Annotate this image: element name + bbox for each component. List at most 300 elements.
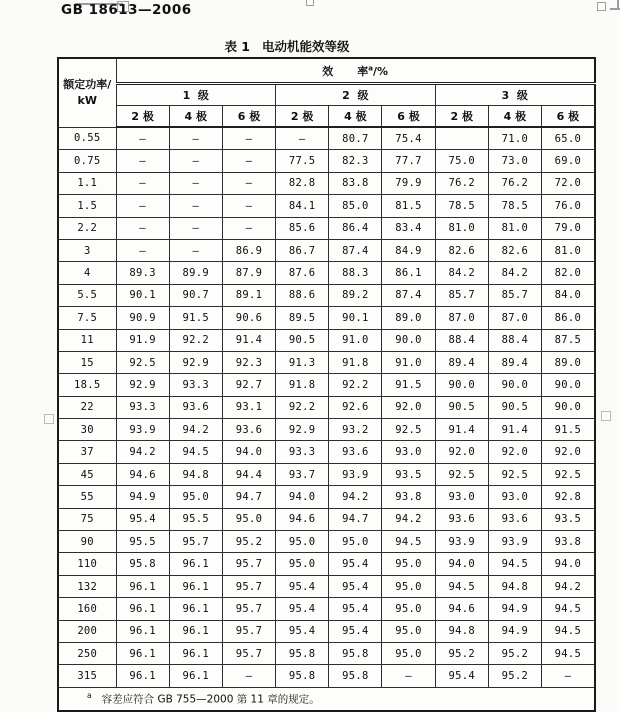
efficiency-footnote-marker: a	[368, 63, 373, 72]
efficiency-cell: 87.0	[435, 307, 488, 329]
efficiency-cell: 95.0	[382, 642, 435, 664]
efficiency-cell: 95.8	[116, 553, 169, 575]
efficiency-cell: 96.1	[169, 665, 222, 687]
efficiency-cell: 88.4	[488, 329, 541, 351]
efficiency-cell: 84.9	[382, 239, 435, 261]
efficiency-cell: 91.5	[382, 374, 435, 396]
footnote-marker: a	[87, 691, 92, 701]
efficiency-cell: 92.0	[488, 441, 541, 463]
efficiency-cell: 91.4	[488, 419, 541, 441]
table-row	[58, 620, 595, 642]
efficiency-cell: 93.6	[488, 508, 541, 530]
efficiency-cell: 93.1	[222, 396, 275, 418]
efficiency-cell: 95.4	[329, 620, 382, 642]
efficiency-cell: 92.0	[542, 441, 595, 463]
efficiency-cell: 92.3	[222, 351, 275, 373]
efficiency-cell: 90.5	[488, 396, 541, 418]
efficiency-cell: 89.1	[222, 284, 275, 306]
grade-2-header: 2 级	[276, 84, 436, 106]
efficiency-cell: 91.9	[116, 329, 169, 351]
table-row	[58, 262, 595, 284]
power-header-line1: 额定功率/	[63, 77, 112, 91]
efficiency-cell: 85.7	[435, 284, 488, 306]
efficiency-cell: 86.4	[329, 217, 382, 239]
efficiency-cell: 92.6	[329, 396, 382, 418]
efficiency-cell: 89.3	[116, 262, 169, 284]
efficiency-cell: 84.1	[276, 195, 329, 217]
efficiency-cell: —	[169, 150, 222, 172]
efficiency-cell: 81.0	[542, 239, 595, 261]
efficiency-cell: 92.5	[382, 419, 435, 441]
table-row	[58, 508, 595, 530]
registration-mark-right	[601, 411, 611, 421]
efficiency-cell: 93.6	[329, 441, 382, 463]
table-row	[58, 217, 595, 239]
table-row	[58, 531, 595, 553]
grade-3-header: 3 级	[435, 84, 595, 106]
efficiency-cell: 89.5	[276, 307, 329, 329]
efficiency-cell: 84.0	[542, 284, 595, 306]
efficiency-cell: 79.0	[542, 217, 595, 239]
efficiency-cell: 91.0	[382, 351, 435, 373]
efficiency-cell: 92.2	[329, 374, 382, 396]
efficiency-cell: 86.7	[276, 239, 329, 261]
table-title	[57, 37, 517, 55]
table-row	[58, 307, 595, 329]
efficiency-cell: 94.0	[435, 553, 488, 575]
efficiency-cell: 94.7	[329, 508, 382, 530]
efficiency-cell: 95.0	[382, 575, 435, 597]
efficiency-cell: 86.9	[222, 239, 275, 261]
efficiency-cell: 94.2	[169, 419, 222, 441]
efficiency-cell: 95.0	[382, 598, 435, 620]
power-cell: 11	[58, 329, 116, 351]
efficiency-cell: 65.0	[542, 127, 595, 150]
power-cell: 22	[58, 396, 116, 418]
table-row	[58, 284, 595, 306]
efficiency-cell: —	[222, 195, 275, 217]
table-row	[58, 463, 595, 485]
efficiency-cell: 87.0	[488, 307, 541, 329]
efficiency-cell: 95.5	[116, 531, 169, 553]
table-row	[58, 486, 595, 508]
efficiency-cell: 76.2	[435, 172, 488, 194]
efficiency-cell: 92.2	[276, 396, 329, 418]
power-cell: 75	[58, 508, 116, 530]
efficiency-cell: 91.4	[435, 419, 488, 441]
efficiency-cell: 95.5	[169, 508, 222, 530]
power-header-line2: kW	[77, 93, 97, 107]
efficiency-cell: —	[116, 150, 169, 172]
efficiency-cell: 93.6	[169, 396, 222, 418]
efficiency-cell: 91.5	[542, 419, 595, 441]
pole-header: 6 极	[382, 106, 435, 128]
efficiency-cell: 94.2	[329, 486, 382, 508]
efficiency-cell: 95.4	[435, 665, 488, 687]
efficiency-cell: 91.3	[276, 351, 329, 373]
table-row	[58, 665, 595, 687]
efficiency-cell: 94.2	[542, 575, 595, 597]
efficiency-cell: 95.7	[222, 620, 275, 642]
power-cell: 90	[58, 531, 116, 553]
efficiency-cell: 94.9	[116, 486, 169, 508]
efficiency-cell: 95.4	[116, 508, 169, 530]
efficiency-cell: —	[169, 195, 222, 217]
efficiency-cell: —	[542, 665, 595, 687]
power-cell: 4	[58, 262, 116, 284]
efficiency-cell: 94.5	[169, 441, 222, 463]
efficiency-cell: 95.2	[488, 665, 541, 687]
efficiency-cell: 95.2	[488, 642, 541, 664]
efficiency-cell: 94.8	[435, 620, 488, 642]
efficiency-cell: 91.8	[276, 374, 329, 396]
table-row	[58, 374, 595, 396]
efficiency-cell: —	[116, 217, 169, 239]
power-cell: 5.5	[58, 284, 116, 306]
power-cell: 37	[58, 441, 116, 463]
efficiency-cell: —	[222, 217, 275, 239]
efficiency-cell: 96.1	[116, 620, 169, 642]
registration-mark-left	[44, 414, 54, 424]
efficiency-cell: 94.2	[116, 441, 169, 463]
efficiency-cell: 94.9	[488, 620, 541, 642]
table-row	[58, 642, 595, 664]
pole-header: 2 极	[116, 106, 169, 128]
efficiency-cell: 77.5	[276, 150, 329, 172]
efficiency-cell: 95.7	[222, 642, 275, 664]
efficiency-cell: 76.0	[542, 195, 595, 217]
efficiency-cell: 92.8	[542, 486, 595, 508]
efficiency-cell: 91.0	[329, 329, 382, 351]
efficiency-cell: 86.0	[542, 307, 595, 329]
efficiency-cell: 92.9	[116, 374, 169, 396]
table-row	[58, 351, 595, 373]
efficiency-cell: 89.2	[329, 284, 382, 306]
efficiency-cell: —	[169, 217, 222, 239]
efficiency-cell: 90.0	[542, 396, 595, 418]
efficiency-cell: 75.4	[382, 127, 435, 150]
efficiency-cell: 85.0	[329, 195, 382, 217]
efficiency-cell: 94.6	[276, 508, 329, 530]
power-cell: 30	[58, 419, 116, 441]
efficiency-header-left: 效	[322, 64, 334, 78]
efficiency-cell: —	[222, 665, 275, 687]
efficiency-cell: —	[116, 172, 169, 194]
efficiency-cell: 76.2	[488, 172, 541, 194]
table-caption-label: 表 1	[224, 39, 251, 54]
efficiency-cell: 94.5	[542, 620, 595, 642]
efficiency-cell: 82.6	[435, 239, 488, 261]
power-cell: 18.5	[58, 374, 116, 396]
efficiency-cell: 96.1	[116, 598, 169, 620]
efficiency-cell: 91.5	[169, 307, 222, 329]
efficiency-cell: 87.4	[329, 239, 382, 261]
efficiency-cell: 91.8	[329, 351, 382, 373]
efficiency-cell: 90.0	[382, 329, 435, 351]
power-cell: 15	[58, 351, 116, 373]
efficiency-cell: 95.7	[222, 553, 275, 575]
efficiency-cell: 94.9	[488, 598, 541, 620]
efficiency-cell: 93.0	[488, 486, 541, 508]
efficiency-cell: 95.0	[276, 553, 329, 575]
efficiency-cell: 93.6	[222, 419, 275, 441]
power-column-header	[58, 58, 116, 127]
efficiency-cell: 95.4	[276, 575, 329, 597]
efficiency-cell: 93.7	[276, 463, 329, 485]
table-row	[58, 172, 595, 194]
efficiency-cell: 94.6	[435, 598, 488, 620]
efficiency-cell: 96.1	[116, 575, 169, 597]
table-row	[58, 239, 595, 261]
efficiency-cell: 93.3	[116, 396, 169, 418]
efficiency-cell: 77.7	[382, 150, 435, 172]
efficiency-cell: 90.5	[276, 329, 329, 351]
efficiency-cell: —	[169, 239, 222, 261]
efficiency-cell: 90.9	[116, 307, 169, 329]
efficiency-cell: 85.6	[276, 217, 329, 239]
pole-header: 4 极	[488, 106, 541, 128]
efficiency-cell: 92.0	[435, 441, 488, 463]
efficiency-cell: 96.1	[169, 575, 222, 597]
efficiency-cell: 96.1	[169, 598, 222, 620]
efficiency-cell: —	[116, 239, 169, 261]
efficiency-cell: 93.9	[488, 531, 541, 553]
efficiency-cell: —	[169, 172, 222, 194]
efficiency-cell: —	[276, 127, 329, 150]
efficiency-cell: 90.1	[329, 307, 382, 329]
efficiency-cell: 82.6	[488, 239, 541, 261]
efficiency-table	[57, 57, 596, 712]
pole-header: 6 极	[542, 106, 595, 128]
pole-header: 2 极	[276, 106, 329, 128]
efficiency-cell: 96.1	[169, 642, 222, 664]
efficiency-cell: 94.0	[542, 553, 595, 575]
efficiency-cell: 95.2	[222, 531, 275, 553]
efficiency-cell: 87.9	[222, 262, 275, 284]
efficiency-cell: 93.9	[116, 419, 169, 441]
efficiency-cell: 95.4	[329, 553, 382, 575]
efficiency-cell: 71.0	[488, 127, 541, 150]
efficiency-cell: 88.3	[329, 262, 382, 284]
table-row	[58, 329, 595, 351]
efficiency-cell: 92.9	[276, 419, 329, 441]
efficiency-cell: 82.3	[329, 150, 382, 172]
efficiency-cell: 83.8	[329, 172, 382, 194]
pole-header: 2 极	[435, 106, 488, 128]
efficiency-cell: 92.5	[542, 463, 595, 485]
efficiency-cell: 94.4	[222, 463, 275, 485]
efficiency-cell: —	[116, 195, 169, 217]
efficiency-cell: 90.7	[169, 284, 222, 306]
efficiency-cell	[435, 127, 488, 150]
crop-mark-top-center-box	[306, 0, 314, 6]
power-cell: 0.75	[58, 150, 116, 172]
efficiency-cell: 94.5	[382, 531, 435, 553]
standard-number: GB 18613—2006	[61, 2, 192, 18]
efficiency-cell: 95.8	[276, 642, 329, 664]
table-row	[58, 396, 595, 418]
table-row	[58, 195, 595, 217]
efficiency-cell: 94.8	[169, 463, 222, 485]
pole-header: 4 极	[329, 106, 382, 128]
efficiency-cell: 81.0	[488, 217, 541, 239]
efficiency-cell: 94.5	[435, 575, 488, 597]
efficiency-cell: —	[222, 150, 275, 172]
pole-header: 6 极	[222, 106, 275, 128]
power-cell: 3	[58, 239, 116, 261]
power-cell: 55	[58, 486, 116, 508]
efficiency-cell: 95.4	[276, 620, 329, 642]
efficiency-cell: 95.0	[169, 486, 222, 508]
efficiency-cell: 90.5	[435, 396, 488, 418]
efficiency-cell: 94.0	[222, 441, 275, 463]
efficiency-cell: 93.9	[329, 463, 382, 485]
power-cell: 132	[58, 575, 116, 597]
efficiency-cell: 92.0	[382, 396, 435, 418]
efficiency-cell: 93.5	[382, 463, 435, 485]
power-cell: 200	[58, 620, 116, 642]
efficiency-cell: 69.0	[542, 150, 595, 172]
efficiency-cell: 94.8	[488, 575, 541, 597]
efficiency-cell: 83.4	[382, 217, 435, 239]
table-caption-text: 电动机能效等级	[262, 39, 350, 54]
efficiency-cell: 93.8	[542, 531, 595, 553]
efficiency-cell: 84.2	[488, 262, 541, 284]
efficiency-cell: 87.4	[382, 284, 435, 306]
efficiency-cell: 93.9	[435, 531, 488, 553]
efficiency-cell: 89.9	[169, 262, 222, 284]
power-cell: 2.2	[58, 217, 116, 239]
efficiency-cell: 92.9	[169, 351, 222, 373]
efficiency-cell: 93.3	[169, 374, 222, 396]
efficiency-cell: —	[222, 172, 275, 194]
efficiency-cell: 93.2	[329, 419, 382, 441]
efficiency-header	[116, 58, 595, 84]
efficiency-cell: 94.7	[222, 486, 275, 508]
efficiency-cell: 94.6	[116, 463, 169, 485]
efficiency-cell: 86.1	[382, 262, 435, 284]
efficiency-cell: 89.0	[382, 307, 435, 329]
power-cell: 45	[58, 463, 116, 485]
power-cell: 110	[58, 553, 116, 575]
crop-mark-top-right-box	[597, 2, 606, 11]
efficiency-cell: 81.0	[435, 217, 488, 239]
efficiency-cell: 90.0	[542, 374, 595, 396]
efficiency-cell: 93.8	[382, 486, 435, 508]
power-cell: 1.1	[58, 172, 116, 194]
efficiency-cell: 95.4	[276, 598, 329, 620]
table-row	[58, 553, 595, 575]
table-row	[58, 127, 595, 150]
efficiency-cell: 95.0	[222, 508, 275, 530]
efficiency-cell: 92.5	[116, 351, 169, 373]
efficiency-cell: 87.6	[276, 262, 329, 284]
power-cell: 315	[58, 665, 116, 687]
efficiency-cell: 89.4	[435, 351, 488, 373]
efficiency-cell: 94.0	[276, 486, 329, 508]
table-footnote	[58, 687, 595, 711]
efficiency-cell: 84.2	[435, 262, 488, 284]
efficiency-cell: 82.8	[276, 172, 329, 194]
efficiency-cell: 92.5	[435, 463, 488, 485]
efficiency-cell: 95.8	[276, 665, 329, 687]
efficiency-cell: 90.1	[116, 284, 169, 306]
grade-1-header: 1 级	[116, 84, 276, 106]
efficiency-cell: 95.8	[329, 665, 382, 687]
table-row	[58, 575, 595, 597]
efficiency-cell: 73.0	[488, 150, 541, 172]
efficiency-cell: 93.5	[542, 508, 595, 530]
power-cell: 0.55	[58, 127, 116, 150]
efficiency-cell: 93.3	[276, 441, 329, 463]
power-cell: 160	[58, 598, 116, 620]
efficiency-cell: 93.6	[435, 508, 488, 530]
efficiency-cell: 78.5	[435, 195, 488, 217]
efficiency-cell: —	[116, 127, 169, 150]
efficiency-cell: 78.5	[488, 195, 541, 217]
crop-mark-top-right-line-v	[617, 0, 619, 9]
efficiency-cell: 92.2	[169, 329, 222, 351]
efficiency-cell: 96.1	[116, 642, 169, 664]
efficiency-cell: —	[169, 127, 222, 150]
efficiency-cell: 79.9	[382, 172, 435, 194]
footnote-text: 容差应符合 GB 755—2000 第 11 章的规定。	[101, 693, 320, 706]
table-row	[58, 441, 595, 463]
efficiency-cell: 90.6	[222, 307, 275, 329]
efficiency-cell: 87.5	[542, 329, 595, 351]
efficiency-cell: 88.4	[435, 329, 488, 351]
power-cell: 1.5	[58, 195, 116, 217]
efficiency-cell: 90.0	[488, 374, 541, 396]
efficiency-cell: 82.0	[542, 262, 595, 284]
efficiency-cell: 95.0	[382, 620, 435, 642]
efficiency-cell: 96.1	[116, 665, 169, 687]
efficiency-header-unit: /%	[372, 64, 389, 78]
efficiency-cell: 94.5	[488, 553, 541, 575]
efficiency-cell: 95.4	[329, 575, 382, 597]
efficiency-cell: 89.4	[488, 351, 541, 373]
efficiency-cell: 93.0	[435, 486, 488, 508]
efficiency-cell: 95.0	[382, 553, 435, 575]
efficiency-cell: 85.7	[488, 284, 541, 306]
efficiency-cell: 95.2	[435, 642, 488, 664]
efficiency-cell: —	[382, 665, 435, 687]
efficiency-header-right: 率	[357, 64, 369, 78]
efficiency-cell: 94.5	[542, 598, 595, 620]
efficiency-cell: 94.2	[382, 508, 435, 530]
efficiency-cell: 92.7	[222, 374, 275, 396]
efficiency-cell: 90.0	[435, 374, 488, 396]
efficiency-cell: —	[222, 127, 275, 150]
efficiency-cell: 95.7	[222, 598, 275, 620]
efficiency-cell: 81.5	[382, 195, 435, 217]
efficiency-cell: 88.6	[276, 284, 329, 306]
efficiency-cell: 96.1	[169, 620, 222, 642]
efficiency-cell: 72.0	[542, 172, 595, 194]
table-row	[58, 598, 595, 620]
efficiency-cell: 95.8	[329, 642, 382, 664]
efficiency-cell: 95.7	[169, 531, 222, 553]
power-cell: 250	[58, 642, 116, 664]
efficiency-cell: 92.5	[488, 463, 541, 485]
table-body	[58, 127, 595, 687]
pole-header: 4 极	[169, 106, 222, 128]
table-row	[58, 150, 595, 172]
efficiency-cell: 95.0	[276, 531, 329, 553]
efficiency-cell: 95.4	[329, 598, 382, 620]
efficiency-cell: 95.0	[329, 531, 382, 553]
efficiency-cell: 89.0	[542, 351, 595, 373]
